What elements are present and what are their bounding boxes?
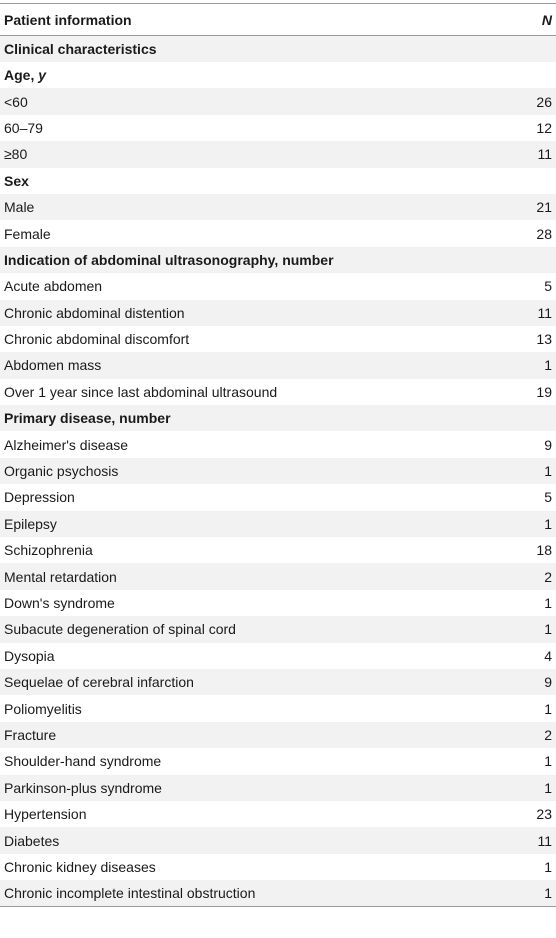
row-label: Depression	[4, 489, 75, 506]
row-count: 2	[544, 568, 552, 585]
section-row-clinical-characteristics	[0, 36, 556, 63]
table-row	[0, 458, 556, 484]
table-row	[0, 669, 556, 695]
row-label: Fracture	[4, 726, 57, 743]
table-row	[0, 220, 556, 246]
table-row	[0, 880, 556, 907]
header-row	[0, 4, 556, 36]
row-label: Alzheimer's disease	[4, 436, 129, 453]
table-row	[0, 827, 556, 853]
section-row-primary-disease	[0, 405, 556, 431]
row-label: Chronic abdominal distention	[4, 304, 185, 321]
column-header-n: N	[486, 4, 556, 36]
patient-information-table	[0, 3, 556, 907]
row-count: 1	[544, 515, 552, 532]
row-count: 5	[544, 489, 552, 506]
table-row	[0, 300, 556, 326]
row-count: 11	[537, 146, 552, 163]
table-row	[0, 695, 556, 721]
table-row	[0, 722, 556, 748]
row-label: Poliomyelitis	[4, 700, 82, 717]
table-row	[0, 88, 556, 114]
row-count: 2	[544, 726, 552, 743]
table-row	[0, 484, 556, 510]
row-label: Male	[4, 199, 35, 216]
row-label: Sequelae of cerebral infarction	[4, 674, 194, 691]
row-count: 9	[544, 436, 552, 453]
table-row	[0, 511, 556, 537]
row-count: 1	[544, 700, 552, 717]
row-count: 1	[544, 463, 552, 480]
age-unit: y	[38, 67, 47, 84]
table-row	[0, 616, 556, 642]
row-count: 13	[536, 331, 552, 348]
section-label: Sex	[4, 172, 29, 189]
row-count: 5	[544, 278, 552, 295]
row-label: Chronic kidney diseases	[4, 858, 156, 875]
section-label: Clinical characteristics	[4, 41, 157, 57]
section-label	[0, 62, 486, 88]
row-label: Shoulder-hand syndrome	[4, 753, 162, 770]
row-label: Female	[4, 225, 51, 242]
row-label: Parkinson-plus syndrome	[4, 779, 162, 796]
row-count: 1	[544, 779, 552, 796]
row-count: 21	[536, 199, 552, 216]
table-row	[0, 748, 556, 774]
row-count: 1	[544, 753, 552, 770]
row-count: 28	[536, 225, 552, 242]
row-count: 1	[544, 357, 552, 374]
row-count: 11	[537, 832, 552, 849]
section-row-age	[0, 62, 556, 88]
table-row	[0, 194, 556, 220]
row-count: 1	[544, 858, 552, 875]
row-count: 11	[537, 304, 552, 321]
row-count: 1	[544, 595, 552, 611]
row-count: 4	[544, 647, 552, 664]
table-row	[0, 379, 556, 405]
row-label: Down's syndrome	[4, 595, 115, 611]
table-row	[0, 326, 556, 352]
row-count: 1	[544, 621, 552, 638]
row-label: Chronic incomplete intestinal obstruction	[0, 880, 486, 907]
column-header-patient-information: Patient information	[0, 4, 486, 36]
section-label: Primary disease, number	[4, 410, 171, 427]
table-row	[0, 431, 556, 457]
row-count: 23	[536, 806, 552, 823]
row-label: Abdomen mass	[4, 357, 102, 374]
section-row-indication	[0, 247, 556, 273]
row-count: 12	[536, 119, 552, 136]
table-row	[0, 590, 556, 616]
row-label: Hypertension	[4, 806, 87, 823]
row-label: 60–79	[4, 119, 43, 136]
row-label: Mental retardation	[4, 568, 117, 585]
row-count: 26	[536, 93, 552, 110]
table-row	[0, 115, 556, 141]
table-row	[0, 643, 556, 669]
table-row	[0, 352, 556, 378]
row-label: Diabetes	[4, 832, 60, 849]
table-row	[0, 273, 556, 299]
table-row	[0, 775, 556, 801]
row-label: <60	[4, 93, 28, 110]
row-label: Schizophrenia	[4, 542, 93, 559]
row-label: Chronic abdominal discomfort	[4, 331, 190, 348]
section-label: Indication of abdominal ultrasonography, number	[4, 251, 334, 268]
row-label: ≥80	[4, 146, 28, 163]
row-label: Over 1 year since last abdominal ultrasound	[4, 383, 278, 400]
row-label: Dysopia	[4, 647, 55, 664]
row-label: Epilepsy	[4, 515, 57, 532]
row-count: 9	[544, 674, 552, 691]
row-count: 18	[536, 542, 552, 559]
table-row	[0, 537, 556, 563]
row-label: Organic psychosis	[4, 463, 119, 480]
section-row-sex	[0, 168, 556, 194]
row-count: 19	[536, 383, 552, 400]
table-row	[0, 854, 556, 880]
row-count: 1	[486, 880, 556, 907]
table-row	[0, 141, 556, 167]
table-row	[0, 801, 556, 827]
table-row	[0, 563, 556, 589]
row-label: Acute abdomen	[4, 278, 103, 295]
row-label: Subacute degeneration of spinal cord	[4, 621, 236, 638]
age-label: Age,	[4, 67, 39, 84]
